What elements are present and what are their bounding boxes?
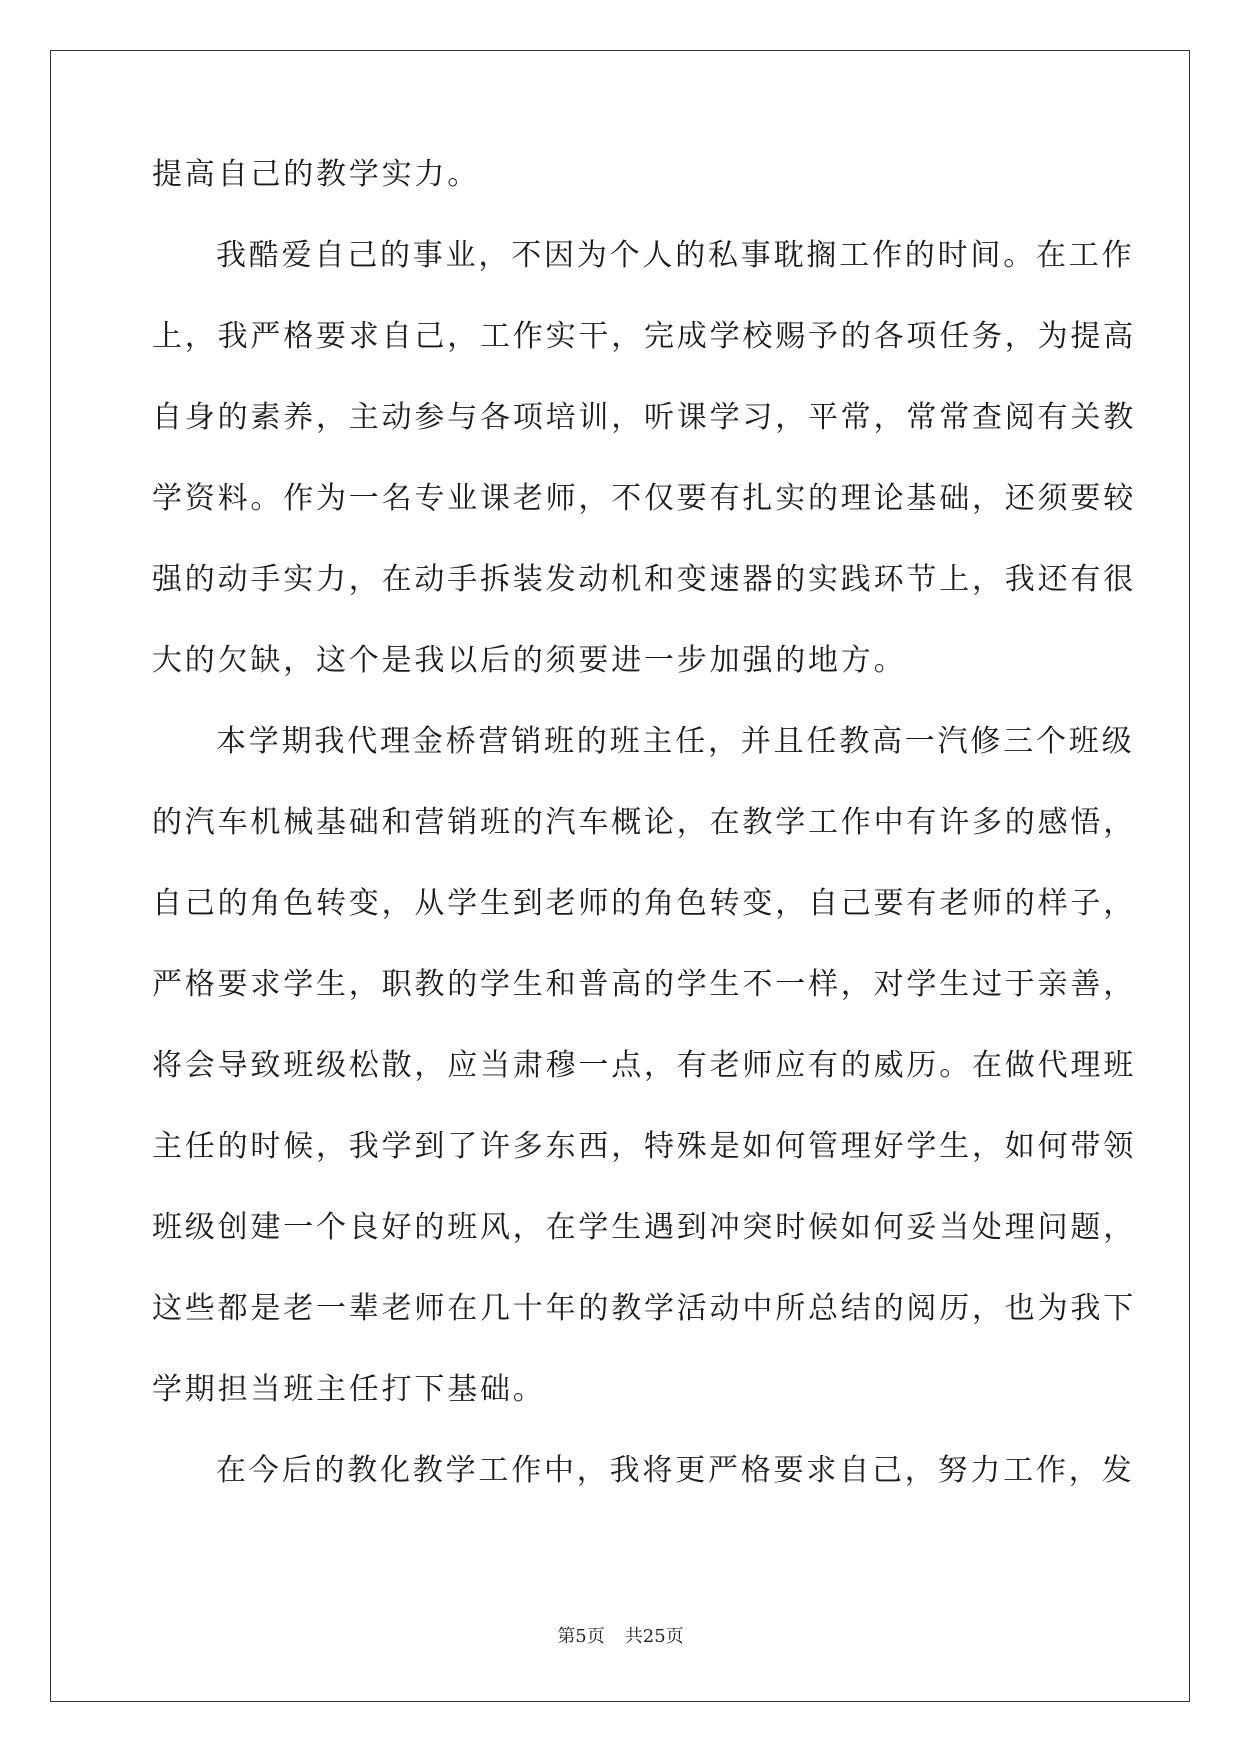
text-line: 这些都是老一辈老师在几十年的教学活动中所总结的阅历，也为我下 (152, 1291, 1136, 1326)
page-total: 共25页 (624, 1626, 684, 1647)
page-number: 第5页 (557, 1626, 605, 1647)
text-line: 强的动手实力，在动手拆装发动机和变速器的实践环节上，我还有很 (152, 562, 1136, 597)
text-line: 主任的时候，我学到了许多东西，特殊是如何管理好学生，如何带领 (152, 1129, 1136, 1164)
text-line: 将会导致班级松散，应当肃穆一点，有老师应有的威历。在做代理班 (152, 1048, 1136, 1083)
page-footer (0, 1622, 1241, 1648)
text-line: 我酷爱自己的事业，不因为个人的私事耽搁工作的时间。在工作 (216, 238, 1135, 273)
text-line: 自身的素养，主动参与各项培训，听课学习，平常，常常查阅有关教 (152, 400, 1136, 435)
document-body (152, 157, 1136, 1537)
text-line: 大的欠缺，这个是我以后的须要进一步加强的地方。 (152, 643, 907, 678)
text-line: 上，我严格要求自己，工作实干，完成学校赐予的各项任务，为提高 (152, 319, 1136, 354)
text-line: 学期担当班主任打下基础。 (152, 1372, 546, 1407)
text-line: 提高自己的教学实力。 (152, 157, 480, 192)
text-line: 自己的角色转变，从学生到老师的角色转变，自己要有老师的样子， (152, 886, 1136, 921)
text-line: 班级创建一个良好的班风，在学生遇到冲突时候如何妥当处理问题， (152, 1210, 1136, 1245)
text-line: 严格要求学生，职教的学生和普高的学生不一样，对学生过于亲善， (152, 967, 1136, 1002)
text-line: 的汽车机械基础和营销班的汽车概论，在教学工作中有许多的感悟， (152, 805, 1136, 840)
text-line: 学资料。作为一名专业课老师，不仅要有扎实的理论基础，还须要较 (152, 481, 1136, 516)
text-line: 本学期我代理金桥营销班的班主任，并且任教高一汽修三个班级 (216, 724, 1135, 759)
text-line: 在今后的教化教学工作中，我将更严格要求自己，努力工作，发 (216, 1453, 1135, 1488)
